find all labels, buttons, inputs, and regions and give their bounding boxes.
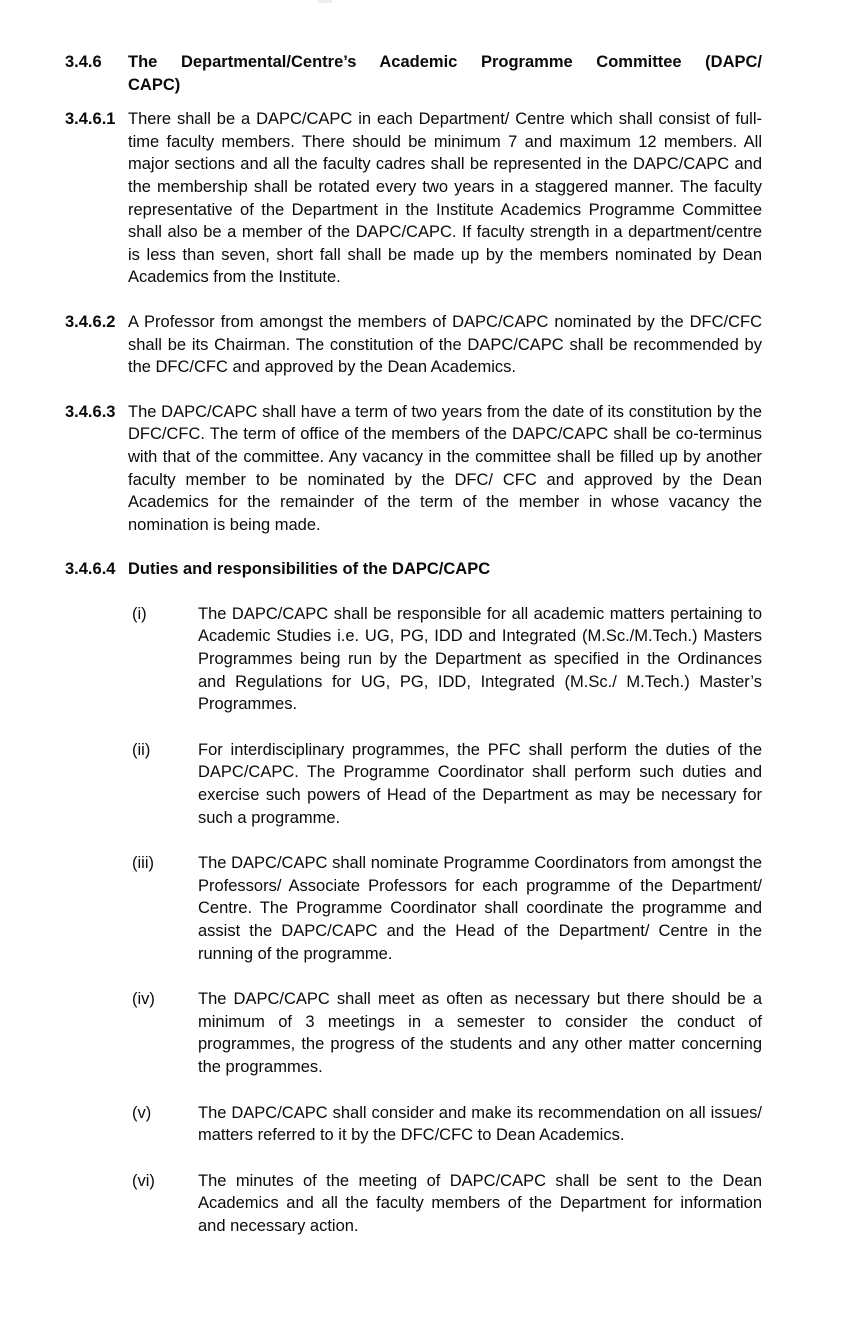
section-heading-line1: The Departmental/Centre’s Academic Programme Committee (DAPC/ (128, 53, 762, 71)
list-item-ii (128, 739, 762, 829)
list-item-text: The DAPC/CAPC shall consider and make its recommendation on all issues/ matters referred to it by the DFC/CFC to Dean Academics. (198, 1103, 762, 1145)
clause-number: 3.4.6.1 (65, 110, 116, 129)
clause-3-4-6-4-heading (65, 558, 762, 581)
list-item-label: (iii) (132, 854, 154, 873)
clause-text: The DAPC/CAPC shall have a term of two years from the date of its constitution by the DFC/CFC. The term of office of the members of the DAPC/CAPC shall be co-terminus with that of the committee. Any vacancy in the committee shall be filled up by another faculty member to be nominated by the DFC/ CFC and approved by the Dean Academics for the remainder of the term of the member in whose vacancy the nomination is being made. (128, 402, 762, 534)
page-content (65, 51, 762, 1261)
scan-artifact (318, 0, 332, 3)
list-item-label: (v) (132, 1103, 152, 1122)
duties-list (128, 603, 762, 1238)
list-item-iv (128, 988, 762, 1078)
clause-number: 3.4.6.3 (65, 402, 116, 421)
section-heading-number: 3.4.6 (65, 53, 102, 71)
list-item-label: (ii) (132, 740, 151, 759)
clause-text: A Professor from amongst the members of DAPC/CAPC nominated by the DFC/CFC shall be its Chairman. The constitution of the DAPC/CAPC shall be recommended by the DFC/CFC and approved by the Dean Academics. (128, 312, 762, 377)
clause-text: There shall be a DAPC/CAPC in each Department/ Centre which shall consist of full-time faculty members. There should be minimum 7 and maximum 12 members. All major sections and all the faculty cadres shall be represented in the DAPC/CAPC and the membership shall be rotated every two years in a staggered manner. The faculty representative of the Department in the Institute Academics Programme Committee shall also be a member of the DAPC/CAPC. If faculty strength in a department/centre is less than seven, short fall shall be made up by the members nominated by Dean Academics from the Institute. (128, 110, 762, 287)
list-item-text: The DAPC/CAPC shall be responsible for all academic matters pertaining to Academic Studies i.e. UG, PG, IDD and Integrated (M.Sc./M.Tech.) Masters Programmes being run by the Department as specified in the Ordinances and Regulations for UG, PG, IDD, Integrated (M.Sc./ M.Tech.) Master’s Programmes. (198, 604, 762, 714)
clause-number: 3.4.6.2 (65, 312, 116, 331)
list-item-vi (128, 1170, 762, 1238)
clause-3-4-6-2 (65, 311, 762, 379)
list-item-v (128, 1102, 762, 1147)
section-heading-text (128, 51, 762, 96)
list-item-text: The DAPC/CAPC shall nominate Programme Coordinators from amongst the Professors/ Associate Professors for each programme of the Department/ Centre. The Programme Coordinator shall coordinate the programme and assist the DAPC/CAPC and the Head of the Department/ Centre in the running of the programme. (198, 854, 762, 963)
list-item-text: The minutes of the meeting of DAPC/CAPC shall be sent to the Dean Academics and all the faculty members of the Department for information and necessary action. (198, 1171, 762, 1235)
list-item-text: For interdisciplinary programmes, the PFC shall perform the duties of the DAPC/CAPC. The Programme Coordinator shall perform such duties and exercise such powers of Head of the Department as may be necessary for such a programme. (198, 740, 762, 827)
subheading-text: Duties and responsibilities of the DAPC/CAPC (128, 560, 491, 579)
section-heading-3-4-6 (65, 51, 762, 96)
list-item-label: (i) (132, 604, 147, 623)
clause-number: 3.4.6.4 (65, 560, 116, 579)
list-item-iii (128, 852, 762, 965)
clause-3-4-6-3 (65, 401, 762, 537)
section-heading-line2: CAPC) (128, 75, 181, 94)
clause-3-4-6-1 (65, 108, 762, 289)
list-item-label: (vi) (132, 1171, 155, 1190)
list-item-label: (iv) (132, 990, 155, 1009)
list-item-i (128, 603, 762, 716)
list-item-text: The DAPC/CAPC shall meet as often as necessary but there should be a minimum of 3 meetings in a semester to consider the conduct of programmes, the progress of the students and any other matter concerning the programmes. (198, 990, 762, 1076)
